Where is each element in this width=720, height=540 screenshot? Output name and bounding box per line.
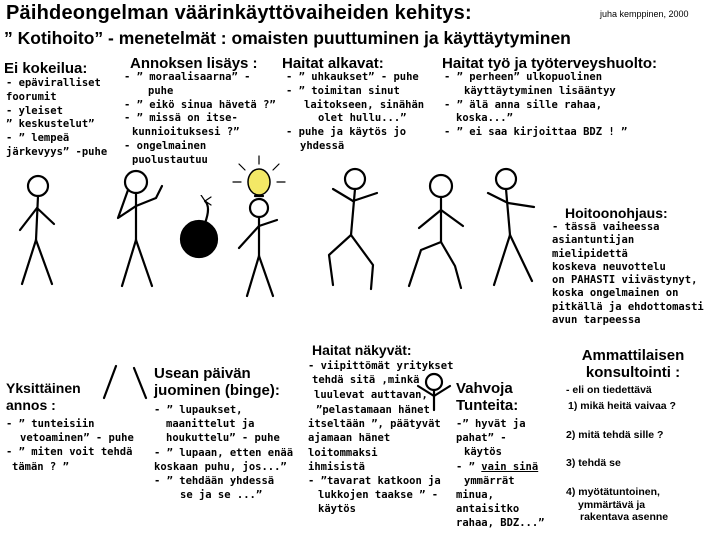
stage-workplace-heading: Haitat työ ja työterveyshuolto:	[442, 55, 658, 72]
text-line: tämän ? ”	[12, 460, 69, 473]
page-title: Päihdeongelman väärinkäyttövaiheiden kehitys:	[6, 2, 472, 24]
text-line: lukkojen taakse ” -	[318, 489, 439, 502]
text-line: ajamaan hänet	[308, 432, 391, 445]
text-line: puolustautuu	[132, 153, 208, 166]
text-line: - ” lupaukset,	[154, 404, 243, 416]
text-line: se ja se ...”	[180, 489, 263, 502]
text-line: laitokseen, sinähän	[304, 98, 425, 111]
text-line: - ” moraalisaarna” -	[124, 71, 251, 83]
treatment-referral-heading: Hoitoonohjaus:	[565, 205, 668, 221]
text-line: - ongelmainen	[124, 139, 207, 152]
stage-workplace-text	[444, 71, 627, 140]
text-line: ihmisistä	[308, 460, 365, 473]
stage-no-trial-heading: Ei kokeilua:	[4, 60, 88, 77]
single-dose-text	[6, 417, 134, 474]
text-line: loitommaksi	[308, 446, 378, 459]
text-line: kunnioituksesi ?”	[132, 126, 240, 139]
consult-item-1: 1) mikä heitä vaivaa ?	[568, 400, 676, 412]
text-line: ”pelastamaan hänet	[316, 404, 430, 416]
text-line: ” keskustelut”	[6, 118, 95, 131]
text-line: - ” perheen” ulkopuolinen	[444, 71, 603, 83]
text-line: - ”tavarat katkoon ja	[308, 475, 441, 488]
professional-consult-intro: - eli on tiedettävä	[566, 384, 652, 396]
bomb-icon	[175, 195, 225, 265]
author-credit: juha kemppinen, 2000	[600, 9, 689, 19]
text-line: avun tarpeessa	[552, 314, 641, 327]
text-line: - ” tehdään yhdessä	[154, 475, 275, 488]
underlined-text: vain sinä	[481, 460, 539, 473]
arms-raised-person-icon	[98, 360, 152, 400]
strong-emotions-text	[456, 417, 545, 531]
text-line: antaisitko	[456, 503, 520, 516]
text-line: käyttäytyminen lisääntyy	[464, 84, 616, 97]
text-line: olet hullu...”	[318, 112, 407, 125]
jumping-person-icon	[412, 372, 456, 412]
text-line: itseltään ”, päätyvät	[308, 418, 441, 431]
heading-line: Yksittäinen	[6, 380, 81, 396]
text-line: tehdä sitä ,minkä	[312, 374, 420, 387]
professional-consult-heading	[568, 347, 698, 381]
binge-heading	[154, 365, 280, 399]
text-line: - ” miten voit tehdä	[6, 446, 133, 459]
text-line: mielipidettä	[552, 247, 628, 260]
text-line: - puhe ja käytös jo	[286, 126, 407, 139]
text-line: - ” toimitan sinut	[286, 84, 400, 97]
heading-line: Ammattilaisen	[581, 347, 685, 364]
text-line: foorumit	[6, 90, 57, 103]
idea-bulb-person-icon	[225, 152, 295, 302]
page-subtitle: ” Kotihoito” - menetelmät : omaisten puuttuminen ja käyttäytyminen	[4, 28, 571, 48]
text-line: ymmärrät	[464, 474, 515, 487]
dancing-person-icon	[478, 165, 542, 295]
heading-line: konsultointi :	[585, 364, 681, 381]
text-line: 4) myötätuntoinen,	[566, 486, 660, 498]
text-fragment: - ”	[456, 460, 482, 473]
text-line: pitkällä ja ehdottomasti	[552, 300, 704, 313]
text-line: puhe	[148, 84, 174, 97]
stage-harm-begins-heading: Haitat alkavat:	[282, 55, 384, 72]
text-line: on PAHASTI viivästynyt,	[552, 274, 698, 287]
heading-line: Vahvoja	[456, 380, 513, 397]
stage-harm-begins-text	[286, 71, 424, 154]
text-line: - ” missä on itse-	[124, 112, 238, 125]
text-line: järkevyys” -puhe	[6, 145, 108, 158]
consult-item-3: 3) tehdä se	[566, 457, 621, 469]
heading-line: annos :	[6, 397, 56, 413]
text-line: vetoaminen” - puhe	[20, 432, 134, 445]
visible-harm-heading: Haitat näkyvät:	[312, 342, 412, 358]
thinking-person-icon	[102, 168, 168, 294]
text-line: pahat” -	[456, 432, 507, 445]
sitting-person-icon	[395, 170, 475, 294]
heading-line: juominen (binge):	[154, 382, 280, 399]
text-line: - ” eikö sinua hävetä ?”	[124, 98, 276, 111]
text-line: - epäviralliset	[6, 77, 101, 89]
text-line	[456, 460, 545, 474]
visible-harm-text	[308, 403, 441, 517]
text-line: koskaan puhu, jos...”	[154, 460, 287, 473]
text-line: - ” älä anna sille rahaa,	[444, 98, 603, 111]
text-line: - yleiset	[6, 104, 63, 117]
text-line: ymmärtävä ja	[578, 498, 646, 511]
text-line: - ” uhkaukset” - puhe	[286, 71, 419, 83]
running-person-icon	[315, 165, 391, 295]
binge-text	[154, 403, 293, 502]
text-line: minua,	[456, 489, 494, 502]
visible-harm-mid: luulevat auttavan,	[314, 389, 428, 401]
text-line: koska ongelmainen on	[552, 287, 679, 300]
consult-item-2: 2) mitä tehdä sille ?	[566, 429, 664, 441]
text-line: houkuttelu” - puhe	[166, 432, 280, 445]
text-line: koska...”	[456, 112, 513, 125]
consult-item-4	[566, 486, 668, 524]
text-line: maanittelut ja	[166, 418, 255, 431]
stage-no-trial-text	[6, 77, 107, 160]
text-line: koskeva neuvottelu	[552, 260, 666, 273]
text-line: - tässä vaiheessa	[552, 221, 660, 233]
treatment-referral-text	[552, 221, 704, 327]
text-line: rahaa, BDZ...”	[456, 517, 545, 530]
heading-line: Tunteita:	[456, 397, 519, 414]
text-line: - ” ei saa kirjoittaa BDZ ! ”	[444, 126, 628, 139]
text-line: - ” lupaan, etten enää	[154, 446, 294, 459]
text-line: yhdessä	[300, 139, 345, 152]
single-dose-heading	[6, 380, 81, 414]
text-line: - ” lempeä	[6, 132, 70, 145]
heading-line: Usean päivän	[154, 365, 251, 382]
text-line: - viipittömät yritykset	[308, 360, 454, 372]
text-line: -” hyvät ja	[456, 418, 526, 430]
strong-emotions-heading	[456, 380, 518, 414]
text-line: käytös	[464, 446, 502, 459]
stage-dose-increase-heading: Annoksen lisäys :	[130, 55, 258, 72]
text-line: asiantuntijan	[552, 234, 635, 247]
walking-person-icon	[8, 172, 64, 292]
text-line: käytös	[318, 503, 356, 516]
text-line: rakentava asenne	[580, 511, 669, 524]
text-line: - ” tunteisiin	[6, 418, 95, 430]
